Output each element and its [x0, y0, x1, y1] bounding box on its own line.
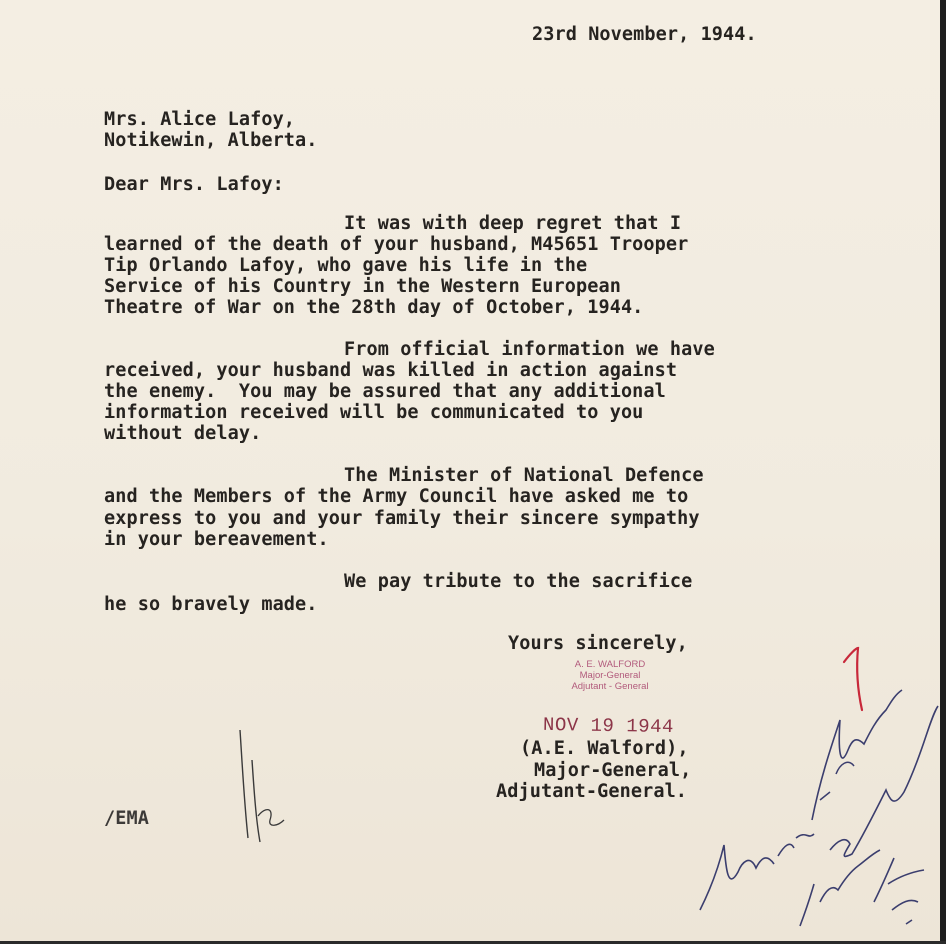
paragraph-line: the enemy. You may be assured that any additional: [104, 381, 666, 402]
salutation: Dear Mrs. Lafoy:: [104, 174, 284, 195]
paragraph-line: Tip Orlando Lafoy, who gave his life in the: [104, 255, 588, 276]
paragraph-line: information received will be communicated to you: [104, 402, 644, 423]
paragraph-line: Service of his Country in the Western European: [104, 276, 621, 297]
paragraph-line: We pay tribute to the sacrifice: [344, 571, 693, 592]
closing: Yours sincerely,: [508, 633, 688, 654]
red-ink-annotation: [680, 640, 942, 940]
received-date-stamp: NOV 19 1944: [542, 713, 675, 739]
signer-name: (A.E. Walford),: [520, 738, 689, 759]
stamp-line: A. E. WALFORD: [574, 659, 646, 670]
paragraph-line: he so bravely made.: [104, 594, 318, 615]
stamp-line: Adjutant - General: [571, 681, 649, 692]
paragraph-line: in your bereavement.: [104, 529, 329, 550]
paragraph-line: It was with deep regret that I: [344, 213, 682, 234]
paragraph-line: without delay.: [104, 423, 262, 444]
reference-initials: /EMA: [104, 808, 149, 829]
recipient-place: Notikewin, Alberta.: [104, 130, 318, 151]
paragraph-line: express to you and your family their sincere sympathy: [104, 508, 700, 529]
signer-title: Adjutant-General.: [496, 781, 688, 802]
pencil-initials: [230, 720, 300, 850]
letter-date: 23rd November, 1944.: [532, 24, 757, 45]
paragraph-line: and the Members of the Army Council have asked me to: [104, 486, 689, 507]
paragraph-line: learned of the death of your husband, M45651 Trooper: [104, 234, 689, 255]
paragraph-line: received, your husband was killed in action against: [104, 360, 678, 381]
recipient-name: Mrs. Alice Lafoy,: [104, 109, 296, 130]
paragraph-line: Theatre of War on the 28th day of October, 1944.: [104, 297, 644, 318]
paragraph-line: From official information we have: [344, 339, 715, 360]
paragraph-line: The Minister of National Defence: [344, 465, 704, 486]
stamp-line: Major-General: [579, 670, 641, 681]
signer-rank: Major-General,: [534, 760, 692, 781]
